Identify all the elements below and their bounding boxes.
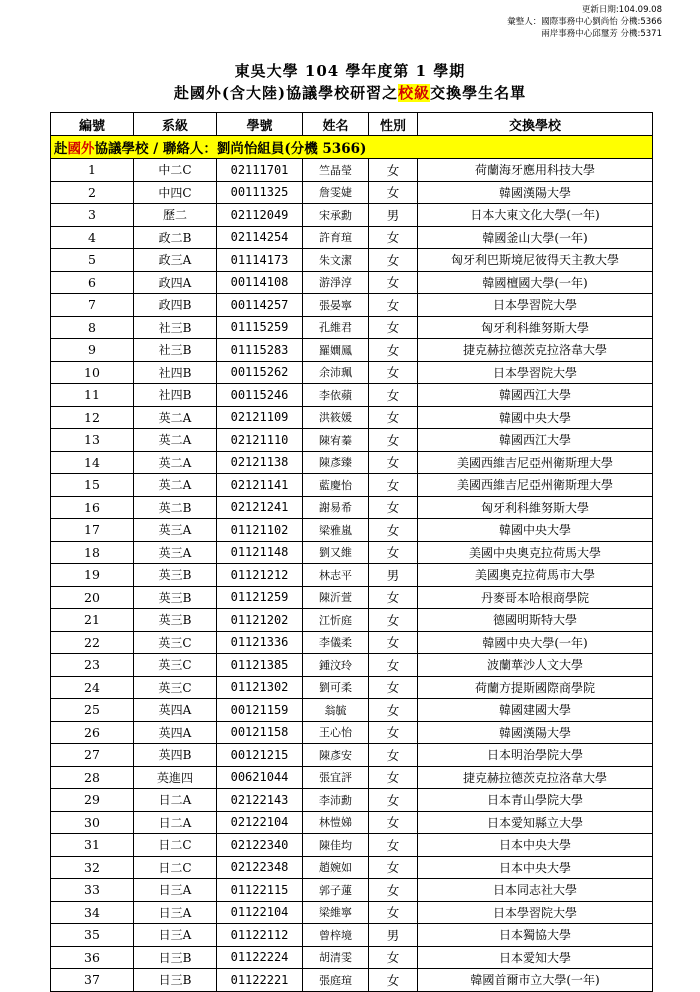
cell-department: 英進四 [134, 766, 217, 789]
table-row [51, 654, 653, 677]
cell-student-id: 02111701 [217, 159, 303, 182]
cell-gender: 女 [369, 879, 418, 902]
cell-gender: 女 [369, 496, 418, 519]
header-gender: 性別 [369, 113, 418, 136]
cell-name: 詹雯婕 [303, 181, 369, 204]
cell-exchange-school: 日本愛知縣立大學 [418, 811, 653, 834]
cell-student-id: 00115262 [217, 361, 303, 384]
table-row [51, 496, 653, 519]
cell-number: 9 [51, 339, 134, 362]
cell-number: 20 [51, 586, 134, 609]
cell-name: 王心怡 [303, 721, 369, 744]
cell-student-id: 00114257 [217, 294, 303, 317]
cell-student-id: 02122348 [217, 856, 303, 879]
cell-gender: 女 [369, 384, 418, 407]
cell-student-id: 02114254 [217, 226, 303, 249]
cell-gender: 女 [369, 316, 418, 339]
table-row [51, 249, 653, 272]
cell-student-id: 02122104 [217, 811, 303, 834]
cell-name: 陳沂萱 [303, 586, 369, 609]
cell-name: 竺晶瑩 [303, 159, 369, 182]
cell-student-id: 00115246 [217, 384, 303, 407]
cell-department: 日二A [134, 789, 217, 812]
cell-gender: 女 [369, 249, 418, 272]
cell-number: 1 [51, 159, 134, 182]
table-row [51, 969, 653, 992]
cell-name: 陳宥蓁 [303, 429, 369, 452]
cell-student-id: 01121259 [217, 586, 303, 609]
cell-department: 歷二 [134, 204, 217, 227]
cell-name: 謝易希 [303, 496, 369, 519]
cell-number: 27 [51, 744, 134, 767]
cell-name: 藍慶怡 [303, 474, 369, 497]
cell-gender: 女 [369, 811, 418, 834]
cell-exchange-school: 日本學習院大學 [418, 901, 653, 924]
update-date: 更新日期:104.09.08 [581, 5, 662, 15]
table-row [51, 946, 653, 969]
subtitle-part-1: 赴國外(含大陸)協議學校研習之 [173, 84, 399, 102]
cell-gender: 女 [369, 744, 418, 767]
cell-student-id: 02121141 [217, 474, 303, 497]
document-subtitle [0, 82, 700, 103]
cell-exchange-school: 韓國中央大學 [418, 519, 653, 542]
cell-name: 余沛珮 [303, 361, 369, 384]
table-row [51, 901, 653, 924]
cell-gender: 女 [369, 406, 418, 429]
cell-exchange-school: 丹麥哥本哈根商學院 [418, 586, 653, 609]
cell-exchange-school: 波蘭華沙人文大學 [418, 654, 653, 677]
cell-gender: 女 [369, 699, 418, 722]
cell-department: 日三A [134, 924, 217, 947]
cell-name: 李依蘋 [303, 384, 369, 407]
cell-exchange-school: 日本大東文化大學(一年) [418, 204, 653, 227]
cell-exchange-school: 韓國建國大學 [418, 699, 653, 722]
cell-exchange-school: 韓國檀國大學(一年) [418, 271, 653, 294]
cell-student-id: 02121241 [217, 496, 303, 519]
header-name: 姓名 [303, 113, 369, 136]
cell-number: 3 [51, 204, 134, 227]
cell-number: 11 [51, 384, 134, 407]
cell-student-id: 01121212 [217, 564, 303, 587]
cell-gender: 男 [369, 564, 418, 587]
cell-department: 日三B [134, 969, 217, 992]
cell-name: 曾梓境 [303, 924, 369, 947]
cell-name: 陳佳均 [303, 834, 369, 857]
cell-number: 30 [51, 811, 134, 834]
table-row [51, 384, 653, 407]
cell-number: 31 [51, 834, 134, 857]
cell-number: 12 [51, 406, 134, 429]
cell-name: 趙婉如 [303, 856, 369, 879]
cell-student-id: 00121159 [217, 699, 303, 722]
table-row [51, 744, 653, 767]
cell-number: 10 [51, 361, 134, 384]
cell-name: 梁維寧 [303, 901, 369, 924]
cell-name: 孔維君 [303, 316, 369, 339]
cell-exchange-school: 荷蘭海牙應用科技大學 [418, 159, 653, 182]
cell-name: 郭子蓮 [303, 879, 369, 902]
table-row [51, 856, 653, 879]
cell-department: 日三A [134, 879, 217, 902]
table-row [51, 564, 653, 587]
cell-name: 張宜評 [303, 766, 369, 789]
cell-exchange-school: 韓國漢陽大學 [418, 181, 653, 204]
cell-name: 翁毓 [303, 699, 369, 722]
table-row [51, 631, 653, 654]
cell-gender: 女 [369, 474, 418, 497]
table-row [51, 226, 653, 249]
cell-name: 陳彥安 [303, 744, 369, 767]
table-row [51, 699, 653, 722]
cell-number: 33 [51, 879, 134, 902]
cell-gender: 女 [369, 609, 418, 632]
cell-student-id: 01114173 [217, 249, 303, 272]
section-red-text: 國外 [67, 141, 95, 157]
header-number: 編號 [51, 113, 134, 136]
header-department: 系級 [134, 113, 217, 136]
cell-gender: 女 [369, 946, 418, 969]
section-header-row [51, 136, 653, 159]
cell-department: 政四B [134, 294, 217, 317]
cell-department: 英三C [134, 631, 217, 654]
cell-gender: 女 [369, 339, 418, 362]
cell-student-id: 02122340 [217, 834, 303, 857]
section-rest: 協議學校 / 聯絡人：劉尚怡組員(分機 5366) [94, 141, 367, 157]
cell-number: 7 [51, 294, 134, 317]
cell-student-id: 02121110 [217, 429, 303, 452]
cell-department: 英三A [134, 519, 217, 542]
cell-department: 英四A [134, 699, 217, 722]
cell-name: 李儀柔 [303, 631, 369, 654]
cell-department: 英三B [134, 609, 217, 632]
cell-exchange-school: 匈牙利科維努斯大學 [418, 496, 653, 519]
table-row [51, 316, 653, 339]
cell-name: 張庭瑄 [303, 969, 369, 992]
cell-department: 社四B [134, 384, 217, 407]
cell-department: 英三C [134, 676, 217, 699]
cell-exchange-school: 日本學習院大學 [418, 361, 653, 384]
table-row [51, 541, 653, 564]
cell-exchange-school: 日本青山學院大學 [418, 789, 653, 812]
cell-exchange-school: 韓國首爾市立大學(一年) [418, 969, 653, 992]
cell-student-id: 02121138 [217, 451, 303, 474]
table-row [51, 271, 653, 294]
header-exchange-school: 交換學校 [418, 113, 653, 136]
cell-gender: 女 [369, 181, 418, 204]
cell-gender: 男 [369, 204, 418, 227]
cell-name: 宋承勳 [303, 204, 369, 227]
cell-name: 李沛勳 [303, 789, 369, 812]
cell-student-id: 02122143 [217, 789, 303, 812]
cell-name: 陳彥臻 [303, 451, 369, 474]
cell-exchange-school: 日本中央大學 [418, 856, 653, 879]
cell-number: 35 [51, 924, 134, 947]
cell-number: 13 [51, 429, 134, 452]
exchange-student-table [50, 112, 653, 992]
cell-student-id: 00621044 [217, 766, 303, 789]
cell-department: 中二C [134, 159, 217, 182]
cell-exchange-school: 日本學習院大學 [418, 294, 653, 317]
cell-name: 張晏寧 [303, 294, 369, 317]
cell-student-id: 01121385 [217, 654, 303, 677]
table-row [51, 789, 653, 812]
cell-student-id: 01122221 [217, 969, 303, 992]
cell-exchange-school: 日本愛知大學 [418, 946, 653, 969]
cell-student-id: 01122115 [217, 879, 303, 902]
table-row [51, 924, 653, 947]
table-row [51, 766, 653, 789]
cell-student-id: 00114108 [217, 271, 303, 294]
cell-name: 羅嫺鳳 [303, 339, 369, 362]
cell-gender: 女 [369, 429, 418, 452]
cell-gender: 女 [369, 271, 418, 294]
table-row [51, 204, 653, 227]
cell-exchange-school: 韓國釜山大學(一年) [418, 226, 653, 249]
table-row [51, 294, 653, 317]
cell-student-id: 01121102 [217, 519, 303, 542]
cell-number: 21 [51, 609, 134, 632]
cell-gender: 女 [369, 159, 418, 182]
cell-name: 劉又維 [303, 541, 369, 564]
cell-department: 日三B [134, 946, 217, 969]
cell-name: 洪筱媛 [303, 406, 369, 429]
table-row [51, 181, 653, 204]
cell-department: 中四C [134, 181, 217, 204]
cell-department: 英三B [134, 586, 217, 609]
cell-gender: 女 [369, 789, 418, 812]
table-row [51, 406, 653, 429]
table-row [51, 676, 653, 699]
table-row [51, 361, 653, 384]
cell-department: 政三A [134, 249, 217, 272]
cell-name: 鍾汶玲 [303, 654, 369, 677]
subtitle-highlight: 校級 [398, 84, 431, 102]
cell-number: 26 [51, 721, 134, 744]
document-title: 東吳大學 104 學年度第 1 學期 [234, 62, 466, 80]
cell-number: 8 [51, 316, 134, 339]
cell-student-id: 00121215 [217, 744, 303, 767]
cell-exchange-school: 荷蘭方提斯國際商學院 [418, 676, 653, 699]
cell-department: 政四A [134, 271, 217, 294]
cell-department: 日三A [134, 901, 217, 924]
cell-exchange-school: 美國西維吉尼亞州衛斯理大學 [418, 474, 653, 497]
cell-student-id: 01115259 [217, 316, 303, 339]
table-row [51, 519, 653, 542]
cell-number: 6 [51, 271, 134, 294]
cell-number: 28 [51, 766, 134, 789]
cell-student-id: 00121158 [217, 721, 303, 744]
table-row [51, 879, 653, 902]
cell-department: 日二C [134, 856, 217, 879]
cell-department: 英二A [134, 429, 217, 452]
cell-name: 劉可柔 [303, 676, 369, 699]
cell-exchange-school: 韓國西江大學 [418, 384, 653, 407]
table-row [51, 834, 653, 857]
cell-gender: 女 [369, 721, 418, 744]
cell-exchange-school: 韓國中央大學 [418, 406, 653, 429]
table-row [51, 721, 653, 744]
cell-number: 14 [51, 451, 134, 474]
cell-student-id: 02121109 [217, 406, 303, 429]
cell-name: 胡清雯 [303, 946, 369, 969]
cell-number: 18 [51, 541, 134, 564]
cell-exchange-school: 美國奧克拉荷馬市大學 [418, 564, 653, 587]
cell-number: 17 [51, 519, 134, 542]
table-row [51, 609, 653, 632]
cell-department: 英三C [134, 654, 217, 677]
cell-gender: 男 [369, 924, 418, 947]
cell-exchange-school: 匈牙利巴斯境尼彼得天主教大學 [418, 249, 653, 272]
compiler-line-1: 彙整人：國際事務中心劉尚怡 分機:5366 [507, 17, 662, 27]
cell-department: 政二B [134, 226, 217, 249]
cell-name: 林志平 [303, 564, 369, 587]
cell-gender: 女 [369, 834, 418, 857]
cell-student-id: 01121202 [217, 609, 303, 632]
table-row [51, 474, 653, 497]
cell-gender: 女 [369, 654, 418, 677]
cell-exchange-school: 日本同志社大學 [418, 879, 653, 902]
cell-student-id: 01115283 [217, 339, 303, 362]
cell-student-id: 01122112 [217, 924, 303, 947]
header-student-id: 學號 [217, 113, 303, 136]
cell-exchange-school: 韓國中央大學(一年) [418, 631, 653, 654]
section-label [51, 136, 653, 159]
cell-exchange-school: 日本中央大學 [418, 834, 653, 857]
cell-department: 英二A [134, 451, 217, 474]
cell-gender: 女 [369, 969, 418, 992]
cell-name: 梁雅嵐 [303, 519, 369, 542]
cell-exchange-school: 捷克赫拉德茨克拉洛韋大學 [418, 339, 653, 362]
cell-student-id: 01121302 [217, 676, 303, 699]
cell-number: 5 [51, 249, 134, 272]
cell-number: 36 [51, 946, 134, 969]
cell-student-id: 00111325 [217, 181, 303, 204]
cell-exchange-school: 韓國西江大學 [418, 429, 653, 452]
cell-department: 英二A [134, 406, 217, 429]
cell-department: 社四B [134, 361, 217, 384]
compiler-line-2: 兩岸事務中心邱璽芳 分機:5371 [541, 29, 662, 39]
cell-number: 24 [51, 676, 134, 699]
cell-gender: 女 [369, 631, 418, 654]
cell-number: 32 [51, 856, 134, 879]
cell-gender: 女 [369, 676, 418, 699]
cell-number: 4 [51, 226, 134, 249]
cell-department: 英二A [134, 474, 217, 497]
cell-name: 游淨淳 [303, 271, 369, 294]
cell-exchange-school: 匈牙利科維努斯大學 [418, 316, 653, 339]
document-meta [507, 4, 662, 40]
table-row [51, 451, 653, 474]
cell-gender: 女 [369, 901, 418, 924]
cell-department: 英四B [134, 744, 217, 767]
cell-gender: 女 [369, 361, 418, 384]
cell-gender: 女 [369, 451, 418, 474]
cell-name: 林愷娣 [303, 811, 369, 834]
cell-student-id: 01121148 [217, 541, 303, 564]
table-header-row [51, 113, 653, 136]
table-row [51, 339, 653, 362]
cell-department: 日二C [134, 834, 217, 857]
table-row [51, 159, 653, 182]
cell-department: 英二B [134, 496, 217, 519]
cell-department: 日二A [134, 811, 217, 834]
cell-exchange-school: 日本獨協大學 [418, 924, 653, 947]
cell-number: 2 [51, 181, 134, 204]
cell-student-id: 01121336 [217, 631, 303, 654]
cell-student-id: 02112049 [217, 204, 303, 227]
cell-name: 朱文潔 [303, 249, 369, 272]
cell-number: 37 [51, 969, 134, 992]
cell-department: 英三B [134, 564, 217, 587]
cell-number: 22 [51, 631, 134, 654]
cell-exchange-school: 捷克赫拉德茨克拉洛韋大學 [418, 766, 653, 789]
cell-exchange-school: 美國西維吉尼亞州衛斯理大學 [418, 451, 653, 474]
cell-exchange-school: 韓國漢陽大學 [418, 721, 653, 744]
cell-number: 25 [51, 699, 134, 722]
table-row [51, 811, 653, 834]
cell-gender: 女 [369, 294, 418, 317]
cell-department: 社三B [134, 339, 217, 362]
cell-gender: 女 [369, 586, 418, 609]
cell-exchange-school: 美國中央奧克拉荷馬大學 [418, 541, 653, 564]
table-row [51, 586, 653, 609]
cell-number: 16 [51, 496, 134, 519]
cell-exchange-school: 德國明斯特大學 [418, 609, 653, 632]
cell-gender: 女 [369, 856, 418, 879]
cell-gender: 女 [369, 541, 418, 564]
cell-department: 英四A [134, 721, 217, 744]
subtitle-part-2: 交換學生名單 [430, 84, 527, 102]
cell-gender: 女 [369, 226, 418, 249]
cell-number: 19 [51, 564, 134, 587]
cell-number: 34 [51, 901, 134, 924]
cell-student-id: 01122104 [217, 901, 303, 924]
section-prefix: 赴 [54, 141, 68, 157]
cell-student-id: 01122224 [217, 946, 303, 969]
cell-department: 英三A [134, 541, 217, 564]
cell-number: 23 [51, 654, 134, 677]
cell-number: 15 [51, 474, 134, 497]
cell-name: 江忻庭 [303, 609, 369, 632]
cell-name: 許育瑄 [303, 226, 369, 249]
cell-gender: 女 [369, 519, 418, 542]
cell-number: 29 [51, 789, 134, 812]
cell-department: 社三B [134, 316, 217, 339]
cell-gender: 女 [369, 766, 418, 789]
cell-exchange-school: 日本明治學院大學 [418, 744, 653, 767]
table-row [51, 429, 653, 452]
